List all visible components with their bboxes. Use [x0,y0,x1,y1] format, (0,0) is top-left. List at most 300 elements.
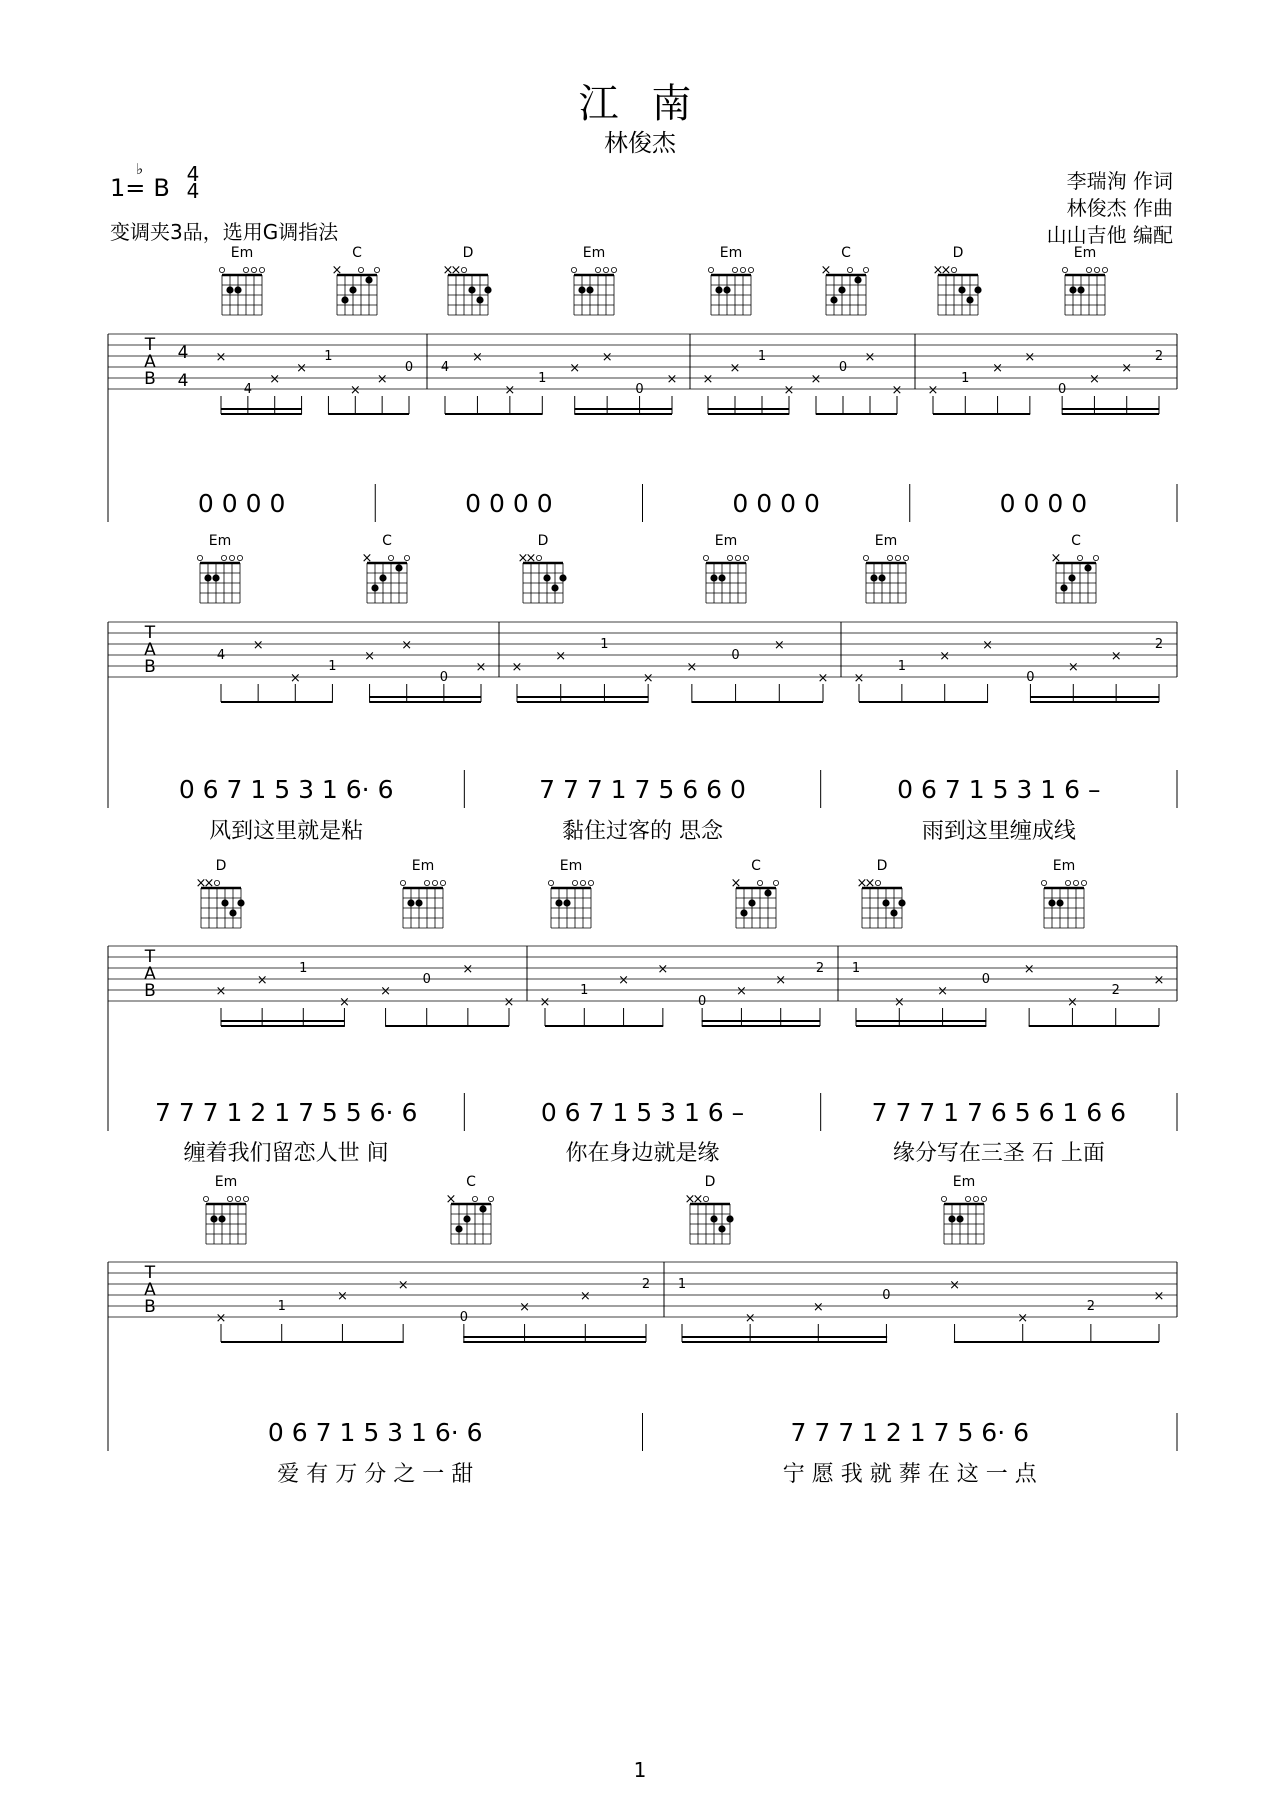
open-string-mark [887,555,892,560]
fret-number: 0 [422,972,431,987]
fret-number: 0 [635,382,644,397]
chord-name: Em [1052,858,1076,874]
chord-name: Em [559,858,583,874]
fret-number: 0 [439,670,448,685]
time-top: 4 [186,162,200,186]
finger-dot [854,276,861,283]
muted-string-mark: × [517,551,529,566]
fret-number: 2 [1154,637,1164,652]
open-string-mark [1077,555,1082,560]
open-string-mark [227,1196,232,1201]
finger-dot [476,296,483,303]
tab-clef-letter: A [144,1280,156,1300]
fret-number: 0 [1058,382,1067,397]
jianpu-measure: 0 0 0 0 [999,489,1088,518]
fret-number: 1 [299,961,308,976]
fret-number: 1 [757,349,767,364]
chord-diagram-em [1041,858,1086,928]
measure-notes [441,350,678,414]
string-hit-mark: × [686,660,698,675]
chord-name: D [462,245,474,261]
chord-name: C [751,858,761,874]
measure-notes [540,961,825,1026]
open-string-mark [735,555,740,560]
open-string-mark [1093,555,1098,560]
string-hit-mark: × [296,361,308,376]
fret-number: 1 [324,349,333,364]
lyricist-credit: 李瑞洵 作词 [1066,169,1173,193]
muted-string-mark: × [525,551,537,566]
muted-string-mark: × [684,1192,696,1207]
tab-clef-letter: T [144,1263,156,1283]
finger-dot [1084,564,1091,571]
finger-dot [341,296,348,303]
jianpu-measure: 7 7 7 1 7 6 5 6 1 6 6 [871,1098,1127,1127]
finger-dot [1068,574,1075,581]
jianpu-measure: 0 0 0 0 [732,489,820,518]
finger-dot [551,584,558,591]
open-string-mark [203,1196,208,1201]
finger-dot [210,1215,217,1222]
fret-number: 2 [815,961,825,976]
string-hit-mark: × [927,383,939,398]
chord-name: D [704,1174,716,1190]
finger-dot [468,286,475,293]
jianpu-measure: 7 7 7 1 2 1 7 5 6· 6 [790,1418,1030,1447]
string-hit-mark: × [618,973,630,988]
string-hit-mark: × [569,361,581,376]
finger-dot [718,574,725,581]
chord-diagram-c [1051,533,1099,603]
song-title: 江 南 [578,81,702,127]
open-string-mark [580,880,585,885]
measure-notes [852,961,1165,1026]
string-hit-mark: × [289,671,301,686]
finger-dot [204,574,211,581]
measure-notes [678,1277,1165,1342]
chord-diagram-c [362,533,410,603]
muted-string-mark: × [820,263,832,278]
string-hit-mark: × [642,671,654,686]
chord-diagram-d [685,1174,734,1244]
open-string-mark [703,555,708,560]
lyric-line: 缘分写在三圣 石 上面 [892,1141,1105,1166]
fret-number: 2 [641,1277,651,1292]
tab-time-bottom: 4 [177,371,189,391]
string-hit-mark: × [735,984,747,999]
chord-name: Em [719,245,743,261]
muted-string-mark: × [445,1192,457,1207]
string-hit-mark: × [519,1300,531,1315]
muted-string-mark: × [195,876,207,891]
open-string-mark [440,880,445,885]
finger-dot [898,899,905,906]
finger-dot [878,574,885,581]
string-hit-mark: × [252,638,264,653]
jianpu-measure: 0 6 7 1 5 3 1 6· 6 [178,775,394,804]
string-hit-mark: × [380,984,392,999]
string-hit-mark: × [812,1300,824,1315]
open-string-mark [973,1196,978,1201]
finger-dot [479,1205,486,1212]
open-string-mark [1086,267,1091,272]
finger-dot [563,899,570,906]
muted-string-mark: × [361,551,373,566]
string-hit-mark: × [256,973,268,988]
fret-number: 2 [1086,1299,1095,1314]
finger-dot [740,909,747,916]
fret-number: 0 [404,360,414,375]
fret-number: 0 [882,1288,891,1303]
string-hit-mark: × [504,383,516,398]
jianpu-measure: 0 6 7 1 5 3 1 6· 6 [267,1418,483,1447]
finger-dot [830,296,837,303]
fret-number: 0 [1026,670,1035,685]
string-hit-mark: × [215,350,227,365]
finger-dot [726,1215,733,1222]
tab-clef-letter: B [144,1297,156,1317]
finger-dot [966,296,973,303]
jianpu-measure: 7 7 7 1 2 1 7 5 5 6· 6 [154,1098,418,1127]
string-hit-mark: × [503,995,515,1010]
tab-staff [108,946,1177,1001]
lyric-line: 爱 有 万 分 之 一 甜 [277,1462,474,1487]
chord-name: Em [208,533,232,549]
fret-number: 0 [981,972,990,987]
finger-dot [1060,584,1067,591]
open-string-mark [603,267,608,272]
open-string-mark [588,880,593,885]
open-string-mark [708,267,713,272]
finger-dot [349,286,356,293]
open-string-mark [432,880,437,885]
open-string-mark [374,267,379,272]
chord-name: D [952,245,964,261]
lyric-line: 黏住过客的 思念 [562,819,723,844]
finger-dot [237,899,244,906]
open-string-mark [847,267,852,272]
finger-dot [212,574,219,581]
string-hit-mark: × [893,995,905,1010]
finger-dot [882,899,889,906]
string-hit-mark: × [783,383,795,398]
open-string-mark [1041,880,1046,885]
finger-dot [870,574,877,581]
chord-diagram-em [548,858,593,928]
system-2 [108,533,1177,844]
chord-diagram-em [708,245,753,315]
finger-dot [710,1215,717,1222]
string-hit-mark: × [349,383,361,398]
open-string-mark [221,555,226,560]
muted-string-mark: × [331,263,343,278]
finger-dot [379,574,386,581]
muted-string-mark: × [940,263,952,278]
chord-name: Em [1073,245,1097,261]
jianpu-measure: 0 0 0 0 [197,489,286,518]
finger-dot [455,1225,462,1232]
finger-dot [723,286,730,293]
open-string-mark [595,267,600,272]
chord-name: Em [582,245,606,261]
muted-string-mark: × [203,876,215,891]
chord-diagram-d [443,245,492,315]
muted-string-mark: × [864,876,876,891]
open-string-mark [748,267,753,272]
string-hit-mark: × [1017,1311,1029,1326]
fret-number: 1 [677,1277,687,1292]
string-hit-mark: × [376,372,388,387]
chord-name: Em [411,858,435,874]
finger-dot [958,286,965,293]
open-string-mark [1065,880,1070,885]
finger-dot [1048,899,1055,906]
open-string-mark [472,1196,477,1201]
open-string-mark [703,1196,708,1201]
string-hit-mark: × [1110,649,1122,664]
open-string-mark [251,267,256,272]
string-hit-mark: × [539,995,551,1010]
fret-number: 1 [600,637,609,652]
tab-clef-letter: B [144,981,156,1001]
chord-diagram-d [518,533,567,603]
tab-clef-letter: A [144,964,156,984]
tab-clef-letter: T [144,623,156,643]
chord-name: D [537,533,549,549]
string-hit-mark: × [1121,361,1133,376]
string-hit-mark: × [475,660,487,675]
open-string-mark [237,555,242,560]
fret-number: 2 [1111,983,1120,998]
open-string-mark [981,1196,986,1201]
open-string-mark [388,555,393,560]
finger-dot [463,1215,470,1222]
fret-number: 1 [538,371,547,386]
string-hit-mark: × [744,1311,756,1326]
string-hit-mark: × [1066,995,1078,1010]
muted-string-mark: × [442,263,454,278]
muted-string-mark: × [932,263,944,278]
string-hit-mark: × [401,638,413,653]
fret-number: 2 [1154,349,1164,364]
string-hit-mark: × [601,350,613,365]
open-string-mark [214,880,219,885]
measure-notes [216,1277,651,1342]
open-string-mark [358,267,363,272]
open-string-mark [895,555,900,560]
chord-name: D [215,858,227,874]
string-hit-mark: × [338,995,350,1010]
chord-diagram-em [219,245,264,315]
finger-dot [226,286,233,293]
string-hit-mark: × [579,1289,591,1304]
open-string-mark [259,267,264,272]
string-hit-mark: × [992,361,1004,376]
open-string-mark [1081,880,1086,885]
open-string-mark [243,267,248,272]
fret-number: 4 [216,648,226,663]
string-hit-mark: × [817,671,829,686]
muted-string-mark: × [856,876,868,891]
measure-notes [854,637,1164,702]
chord-name: Em [874,533,898,549]
chord-diagram-em [1062,245,1107,315]
measure-notes [216,961,515,1026]
open-string-mark [740,267,745,272]
open-string-mark [875,880,880,885]
open-string-mark [400,880,405,885]
string-hit-mark: × [666,372,678,387]
finger-dot [371,584,378,591]
chord-diagram-d [196,858,245,928]
string-hit-mark: × [1088,372,1100,387]
open-string-mark [243,1196,248,1201]
tab-clef-letter: T [144,947,156,967]
chord-diagram-c [332,245,380,315]
arranger-credit: 山山吉他 编配 [1046,223,1173,247]
muted-string-mark: × [450,263,462,278]
finger-dot [586,286,593,293]
chord-diagram-c [731,858,779,928]
string-hit-mark: × [511,660,523,675]
string-hit-mark: × [1023,962,1035,977]
muted-string-mark: × [730,876,742,891]
composer-credit: 林俊杰 作曲 [1066,196,1173,220]
time-bottom: 4 [186,179,200,203]
finger-dot [748,899,755,906]
string-hit-mark: × [215,1311,227,1326]
fret-number: 1 [328,659,337,674]
open-string-mark [743,555,748,560]
open-string-mark [488,1196,493,1201]
open-string-mark [732,267,737,272]
tab-clef-letter: A [144,640,156,660]
open-string-mark [951,267,956,272]
open-string-mark [235,1196,240,1201]
fret-number: 4 [440,360,450,375]
chord-name: Em [230,245,254,261]
open-string-mark [1094,267,1099,272]
tab-clef-letter: A [144,352,156,372]
string-hit-mark: × [937,984,949,999]
open-string-mark [1102,267,1107,272]
chord-diagram-em [400,858,445,928]
fret-number: 1 [961,371,970,386]
string-hit-mark: × [773,638,785,653]
tab-clef-letter: B [144,369,156,389]
chord-diagram-d [933,245,982,315]
open-string-mark [863,555,868,560]
open-string-mark [461,267,466,272]
chord-name: C [841,245,851,261]
lyric-line: 你在身边就是缘 [565,1141,720,1166]
fret-number: 0 [459,1310,468,1325]
open-string-mark [611,267,616,272]
measure-notes [217,638,487,702]
finger-dot [838,286,845,293]
string-hit-mark: × [215,984,227,999]
open-string-mark [863,267,868,272]
chord-name: C [1071,533,1081,549]
open-string-mark [757,880,762,885]
string-hit-mark: × [729,361,741,376]
lyric-line: 缠着我们留恋人世 间 [183,1141,389,1166]
finger-dot [559,574,566,581]
finger-dot [715,286,722,293]
string-hit-mark: × [336,1289,348,1304]
string-hit-mark: × [1067,660,1079,675]
string-hit-mark: × [364,649,376,664]
fret-number: 1 [580,983,589,998]
finger-dot [974,286,981,293]
finger-dot [234,286,241,293]
fret-number: 4 [243,382,252,397]
string-hit-mark: × [471,350,483,365]
string-hit-mark: × [891,383,903,398]
finger-dot [484,286,491,293]
open-string-mark [1073,880,1078,885]
fret-number: 1 [277,1299,286,1314]
chord-diagram-em [203,1174,248,1244]
string-hit-mark: × [269,372,281,387]
muted-string-mark: × [1050,551,1062,566]
string-hit-mark: × [775,973,787,988]
chord-name: Em [214,1174,238,1190]
string-hit-mark: × [864,350,876,365]
finger-dot [1077,286,1084,293]
lyric-line: 宁 愿 我 就 葬 在 这 一 点 [782,1462,1037,1487]
fret-number: 0 [698,994,707,1009]
finger-dot [1069,286,1076,293]
jianpu-measure: 7 7 7 1 7 5 6 6 0 [539,775,746,804]
string-hit-mark: × [939,649,951,664]
tab-time-top: 4 [177,343,189,363]
tab-clef-letter: T [144,335,156,355]
finger-dot [948,1215,955,1222]
jianpu-measure: 0 6 7 1 5 3 1 6 – [540,1098,745,1127]
chord-name: D [876,858,888,874]
key-flat: ♭ [136,160,144,178]
string-hit-mark: × [810,372,822,387]
open-string-mark [197,555,202,560]
finger-dot [221,899,228,906]
chord-diagram-em [863,533,908,603]
chord-name: C [466,1174,476,1190]
key-note: B [153,174,170,202]
chord-diagram-em [571,245,616,315]
string-hit-mark: × [853,671,865,686]
jianpu-measure: 0 6 7 1 5 3 1 6 – [897,775,1101,804]
finger-dot [229,909,236,916]
chord-diagram-d [857,858,906,928]
fret-number: 1 [897,659,906,674]
system-4 [108,1174,1177,1487]
tab-staff [108,622,1177,677]
measure-notes [216,349,414,414]
lyric-line: 雨到这里缠成线 [921,819,1076,844]
open-string-mark [536,555,541,560]
open-string-mark [903,555,908,560]
key-prefix: 1= [110,174,146,202]
open-string-mark [404,555,409,560]
song-artist: 林俊杰 [604,129,676,157]
open-string-mark [548,880,553,885]
muted-string-mark: × [692,1192,704,1207]
jianpu-measure: 0 0 0 0 [465,489,553,518]
system-3 [108,858,1177,1166]
open-string-mark [571,267,576,272]
string-hit-mark: × [397,1278,409,1293]
